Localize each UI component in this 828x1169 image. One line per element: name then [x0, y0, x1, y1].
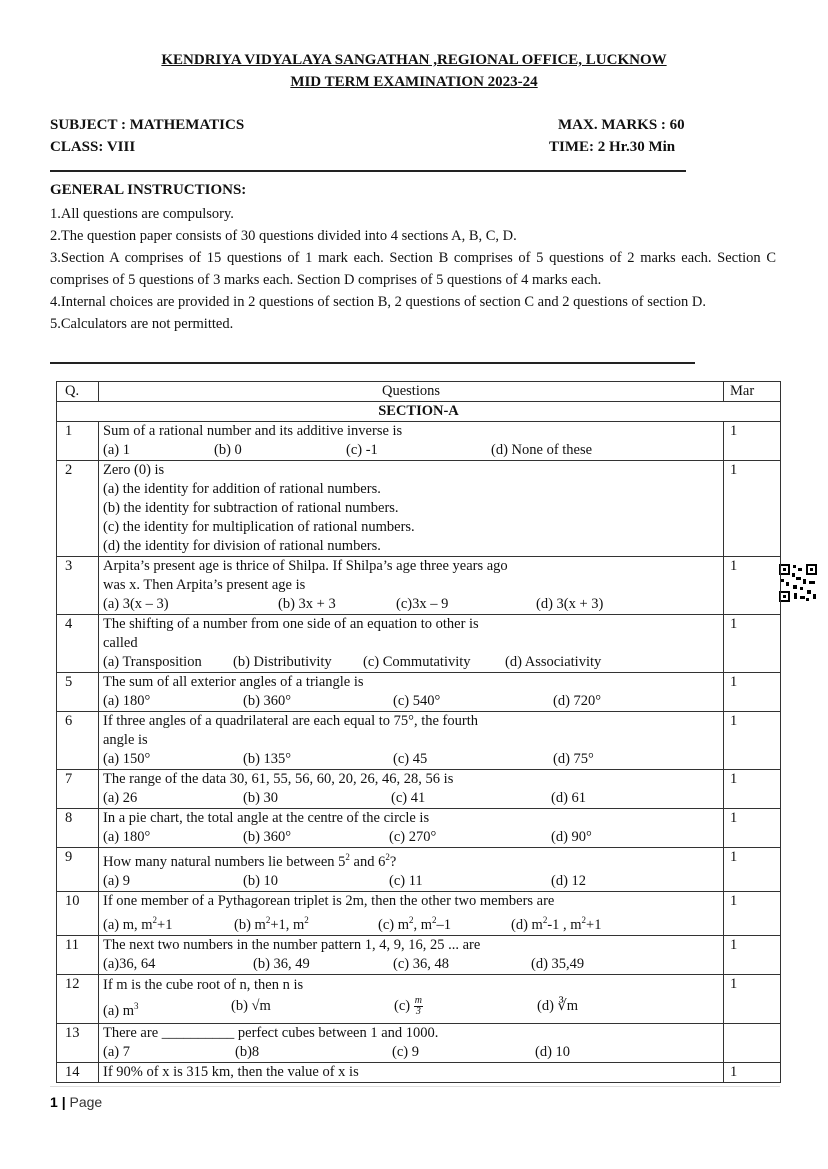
- option-d: (d) None of these: [491, 442, 593, 458]
- q-stem: Arpita’s present age is thrice of Shilpa. If Shilpa’s age three years ago: [103, 558, 508, 574]
- option-a: (a) 7: [103, 1044, 130, 1061]
- q-number: 8: [57, 809, 99, 848]
- footer-separator: |: [61, 1094, 66, 1110]
- q-text: [99, 1063, 724, 1083]
- option-c: (c) the identity for multiplication of rational numbers.: [103, 519, 415, 535]
- q-options: [103, 692, 719, 711]
- option-b: (b) √m: [231, 997, 271, 1014]
- q-options: [103, 789, 719, 808]
- page-footer: [50, 1094, 102, 1110]
- option-d: (d) $m^2-1$ , $m^2+1$: [511, 914, 602, 933]
- q-number: 14: [57, 1063, 99, 1083]
- q-number: 5: [57, 673, 99, 712]
- option-b: (b) $m^2+1$, $m^2$: [234, 914, 309, 933]
- q-marks: 1: [724, 673, 781, 712]
- option-d: (d) ∛m: [537, 997, 579, 1014]
- q-text: [99, 615, 724, 673]
- option-b: (b)8: [235, 1044, 260, 1061]
- option-d: (d) 90°: [551, 829, 592, 845]
- option-d: (d) Associativity: [505, 654, 602, 670]
- option-b: (b) 360°: [243, 693, 292, 709]
- option-b: (b) 135°: [243, 751, 292, 767]
- q-options: [103, 911, 719, 935]
- option-b: (b) Distributivity: [233, 654, 332, 670]
- q-stem: The sum of all exterior angles of a triangle is: [103, 674, 364, 690]
- q-marks: 1: [724, 770, 781, 809]
- option-b: (b) 30: [243, 790, 279, 806]
- q-stem: If m is the cube root of n, then n is: [103, 976, 304, 993]
- q-marks: [724, 1024, 781, 1063]
- fraction: $\frac{m}{3}$: [414, 994, 422, 1017]
- q-stem-cont: called: [103, 635, 138, 651]
- option-c: (c) 11: [389, 872, 423, 889]
- q-number: 13: [57, 1024, 99, 1063]
- section-title: SECTION-A: [57, 402, 781, 422]
- q-marks: 1: [724, 422, 781, 461]
- q-options: [103, 595, 719, 614]
- table-row: [57, 935, 781, 974]
- page-number: 1: [50, 1094, 58, 1110]
- q-stem-cont: was x. Then Arpita’s present age is: [103, 577, 306, 593]
- q-text: [99, 848, 724, 892]
- q-options: [103, 750, 719, 769]
- option-b: (b) 0: [214, 442, 242, 458]
- q-number: 6: [57, 712, 99, 770]
- q-stem: In a pie chart, the total angle at the centre of the circle is: [103, 810, 430, 826]
- option-b: (b) 10: [243, 872, 279, 889]
- table-row: [57, 809, 781, 848]
- q-stem: How many natural numbers lie between $5^2$ and $6^2$?: [103, 852, 397, 870]
- class: CLASS: VIII: [50, 139, 136, 155]
- qr-code: [778, 563, 818, 603]
- option-a: (a) Transposition: [103, 654, 202, 670]
- q-stem: If one member of a Pythagorean triplet is 2m, then the other two members are: [103, 892, 555, 909]
- option-c: (c) Commutativity: [363, 654, 471, 670]
- option-a: (a) $m^3$: [103, 1000, 139, 1019]
- q-number: 1: [57, 422, 99, 461]
- q-options: [103, 955, 719, 974]
- q-marks: 1: [724, 615, 781, 673]
- option-c: (c)3x – 9: [396, 596, 449, 612]
- q-number: 10: [57, 891, 99, 935]
- option-d: (d) 3(x + 3): [536, 596, 604, 612]
- section-row: [57, 402, 781, 422]
- q-stem-cont: angle is: [103, 732, 148, 748]
- q-text: [99, 974, 724, 1024]
- option-c: (c) 270°: [389, 829, 437, 845]
- option-c: (c) 41: [391, 790, 426, 806]
- option-a: (a) 9: [103, 872, 130, 889]
- q-text: [99, 891, 724, 935]
- option-d: (d) 720°: [553, 693, 602, 709]
- instruction-item: 1.All questions are compulsory.: [50, 206, 234, 222]
- option-b: (b) 3x + 3: [278, 596, 336, 612]
- q-text: [99, 673, 724, 712]
- q-text: [99, 712, 724, 770]
- option-c: (c) -1: [346, 442, 378, 458]
- table-row: [57, 557, 781, 615]
- table-row: [57, 848, 781, 892]
- table-row: [57, 891, 781, 935]
- option-b: (b) 36, 49: [253, 955, 310, 972]
- q-marks: 1: [724, 891, 781, 935]
- instruction-item: 2.The question paper consists of 30 questions divided into 4 sections A, B, C, D.: [50, 228, 517, 244]
- table-row: [57, 974, 781, 1024]
- option-a: (a)36, 64: [103, 955, 156, 972]
- q-stem: Sum of a rational number and its additive inverse is: [103, 423, 403, 439]
- q-marks: 1: [724, 1063, 781, 1083]
- q-stem: The range of the data 30, 61, 55, 56, 60, 20, 26, 46, 28, 56 is: [103, 771, 454, 787]
- q-text: [99, 461, 724, 557]
- option-d: (d) 12: [551, 872, 587, 889]
- option-a: (a) the identity for addition of rational numbers.: [103, 481, 381, 497]
- q-options: [103, 1043, 719, 1062]
- option-a: (a) m, $m^2+1$: [103, 914, 173, 933]
- subject: SUBJECT : MATHEMATICS: [50, 117, 245, 133]
- exam-title: MID TERM EXAMINATION 2023-24: [290, 74, 538, 90]
- q-number: 3: [57, 557, 99, 615]
- option-a: (a) 3(x – 3): [103, 596, 169, 612]
- instructions-list: [50, 203, 776, 335]
- table-row: [57, 1024, 781, 1063]
- q-number: 12: [57, 974, 99, 1024]
- instruction-item: 3.Section A comprises of 15 questions of 1 mark each. Section B comprises of 5 questions of 2 marks each. Section C comprises of 5 questions of 3 marks each. Section D comprises of 5 questions of 4 marks each.: [50, 250, 776, 288]
- max-marks: MAX. MARKS : 60: [558, 117, 685, 133]
- answer-blank: __________: [161, 1025, 235, 1042]
- divider: [50, 170, 686, 172]
- col-questions-header: Questions: [99, 382, 724, 402]
- instructions-title: GENERAL INSTRUCTIONS:: [50, 182, 247, 198]
- option-d: (d) 10: [535, 1044, 571, 1061]
- option-d: (d) the identity for division of rational numbers.: [103, 538, 381, 554]
- q-options: [103, 653, 719, 672]
- table-row: [57, 712, 781, 770]
- option-a: (a) 1: [103, 442, 130, 458]
- q-marks: 1: [724, 557, 781, 615]
- q-stem: The shifting of a number from one side of an equation to other is: [103, 616, 479, 632]
- q-options: [103, 441, 719, 460]
- option-b: (b) the identity for subtraction of rational numbers.: [103, 500, 399, 516]
- q-number: 11: [57, 935, 99, 974]
- q-number: 7: [57, 770, 99, 809]
- option-d: (d) 61: [551, 790, 587, 806]
- option-a: (a) 150°: [103, 751, 151, 767]
- q-marks: 1: [724, 848, 781, 892]
- q-text: [99, 935, 724, 974]
- q-stem: There are __________ perfect cubes between 1 and 1000.: [103, 1025, 439, 1042]
- table-row: [57, 615, 781, 673]
- q-text: [99, 809, 724, 848]
- q-number: 4: [57, 615, 99, 673]
- option-a: (a) 180°: [103, 829, 151, 845]
- q-stem: If 90% of x is 315 km, then the value of x is: [103, 1064, 359, 1081]
- table-row: [57, 673, 781, 712]
- option-b: (b) 360°: [243, 829, 292, 845]
- q-options: [103, 996, 719, 1024]
- divider: [50, 362, 695, 364]
- instruction-item: 4.Internal choices are provided in 2 questions of section B, 2 questions of section C and 2 questions of section D.: [50, 294, 706, 310]
- option-a: (a) 180°: [103, 693, 151, 709]
- option-c: (c) 9: [392, 1044, 419, 1061]
- table-row: [57, 1063, 781, 1083]
- q-options: [103, 872, 719, 891]
- table-header-row: [57, 382, 781, 402]
- option-a: (a) 26: [103, 790, 138, 806]
- q-text: [99, 1024, 724, 1063]
- table-row: [57, 422, 781, 461]
- time: TIME: 2 Hr.30 Min: [549, 139, 676, 155]
- q-marks: 1: [724, 712, 781, 770]
- table-row: [57, 770, 781, 809]
- q-text: [99, 422, 724, 461]
- option-d: (d) 75°: [553, 751, 594, 767]
- q-marks: 1: [724, 935, 781, 974]
- option-c: (c) $m^2$, $m^2-1$: [378, 914, 452, 933]
- school-title: KENDRIYA VIDYALAYA SANGATHAN ,REGIONAL OFFICE, LUCKNOW: [161, 52, 667, 68]
- q-marks: 1: [724, 809, 781, 848]
- q-number: 9: [57, 848, 99, 892]
- option-c: (c) 45: [393, 751, 428, 767]
- q-text: [99, 770, 724, 809]
- option-c: (c) $\frac{m}{3}$: [394, 994, 422, 1017]
- q-stem: The next two numbers in the number pattern 1, 4, 9, 16, 25 ... are: [103, 936, 481, 953]
- table-row: [57, 461, 781, 557]
- questions-table: [56, 381, 781, 1083]
- q-marks: 1: [724, 974, 781, 1024]
- footer-divider: [50, 1086, 780, 1087]
- col-marks-header: Mar: [724, 382, 781, 402]
- q-text: [99, 557, 724, 615]
- option-c: (c) 36, 48: [393, 955, 449, 972]
- option-d: (d) 35,49: [531, 955, 585, 972]
- q-options: [103, 828, 719, 847]
- page-label: Page: [69, 1094, 103, 1110]
- option-c: (c) 540°: [393, 693, 441, 709]
- q-stem: If three angles of a quadrilateral are each equal to 75°, the fourth: [103, 713, 478, 729]
- instruction-item: 5.Calculators are not permitted.: [50, 316, 234, 332]
- col-q-header: Q.: [57, 382, 99, 402]
- q-number: 2: [57, 461, 99, 557]
- q-marks: 1: [724, 461, 781, 557]
- q-stem: Zero (0) is: [103, 462, 165, 478]
